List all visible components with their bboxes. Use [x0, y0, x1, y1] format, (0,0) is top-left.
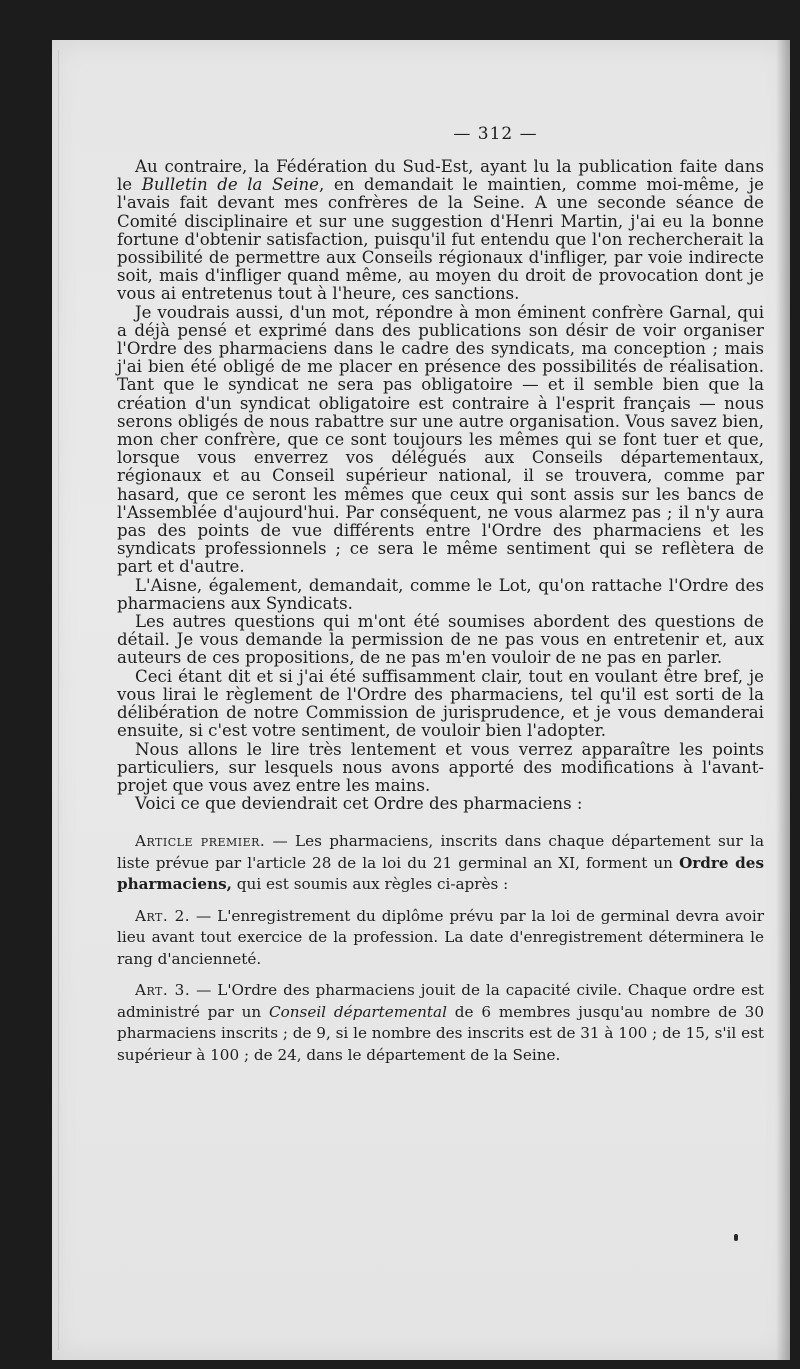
bulletin-title: Bulletin de la Seine — [141, 175, 319, 195]
paragraph-1 — [117, 158, 764, 304]
paragraph-6: Nous allons le lire très lentement et vous verrez apparaître les points particuliers, sur lesquels nous avons apporté des modifications à l'avant-projet que vous avez entre les mains. — [117, 739, 764, 795]
article-2 — [117, 906, 764, 971]
articles-section — [117, 831, 764, 1066]
article-1-bold-term: Ordre des pharmaciens, — [117, 853, 764, 894]
article-1 — [117, 831, 764, 896]
article-1-text-a: — Les pharmaciens, inscrits dans chaque département sur la liste prévue par l'article 28 de la loi du 21 germinal an XI, forment un — [117, 832, 764, 872]
ink-speck — [734, 1234, 738, 1241]
article-3-text-b: de 6 membres jusqu'au nombre de 30 pharmaciens inscrits ; de 9, si le nombre des inscrits est de 31 à 100 ; de 15, s'il est supérieur à 100 ; de 24, dans le département de la Seine. — [117, 1002, 764, 1064]
article-2-text: — L'enregistrement du diplôme prévu par la loi de germinal devra avoir lieu avant tout exercice de la profession. La date d'enregistrement déterminera le rang d'ancienneté. — [117, 906, 764, 968]
paragraph-3: L'Aisne, également, demandait, comme le Lot, qu'on rattache l'Ordre des pharmaciens aux Syndicats. — [117, 575, 764, 613]
article-3-italic-term: Conseil départemental — [269, 1002, 447, 1021]
paragraph-7: Voici ce que deviendrait cet Ordre des pharmaciens : — [135, 794, 583, 814]
page-fold-line — [58, 50, 59, 1350]
article-1-text-b: qui est soumis aux règles ci-après : — [231, 875, 509, 894]
page-edge-shadow — [776, 40, 790, 1360]
page-content — [117, 124, 764, 1076]
paragraph-1-text-b: , en demandait le maintien, comme moi-même, je l'avais fait devant mes confrères de la Seine. A une seconde séance de Comité disciplinaire et sur une suggestion d'Henri Martin, j'ai eu la bonne fortune d'obtenir satisfaction, puisqu'il fut entendu que l'on rechercherait la possibilité de permettre aux Conseils régionaux d'infliger, par voie indirecte soit, mais d'infliger quand même, au moyen du droit de provocation dont je vous ai entretenus tout à l'heure, ces sanctions. — [117, 175, 764, 304]
page-number: — 312 — — [453, 124, 538, 144]
paragraph-1-text-a: Au contraire, la Fédération du Sud-Est, ayant lu la publication faite dans le — [117, 157, 764, 195]
article-3-label: Art. 3. — [135, 981, 191, 1000]
paragraph-5: Ceci étant dit et si j'ai été suffisamment clair, tout en voulant être bref, je vous lirai le règlement de l'Ordre des pharmaciens, tel qu'il est sorti de la délibération de notre Commission de jurisprudence, et je vous demanderai ensuite, si c'est votre sentiment, de vouloir bien l'adopter. — [117, 666, 764, 741]
article-2-label: Art. 2. — [135, 906, 191, 925]
article-3-text-a: — L'Ordre des pharmaciens jouit de la capacité civile. Chaque ordre est administré par un — [117, 981, 764, 1021]
paragraph-4: Les autres questions qui m'ont été soumises abordent des questions de détail. Je vous demande la permission de ne pas vous en entretenir et, aux auteurs de ces propositions, de ne pas m'en vouloir de ne pas en parler. — [117, 612, 764, 668]
paragraph-2: Je voudrais aussi, d'un mot, répondre à mon éminent confrère Garnal, qui a déjà pensé et exprimé dans des publications son désir de voir organiser l'Ordre des pharmaciens dans le cadre des syndicats, ma conception ; mais j'ai bien été obligé de me placer en présence des possibilités de réalisation. Tant que le syndicat ne sera pas obligatoire — et il semble bien que la création d'un syndicat obligatoire est contraire à l'esprit français — nous serons obligés de nous rabattre sur une autre organisation. Vous savez bien, mon cher confrère, que ce sont toujours les mêmes qui se font tuer et que, lorsque vous enverrez vos délégués aux Conseils départementaux, régionaux et au Conseil supérieur national, il se trouvera, comme par hasard, que ce seront les mêmes que ceux qui sont assis sur les bancs de l'Assemblée d'aujourd'hui. Par conséquent, ne vous alarmez pas ; il n'y aura pas des points de vue différents entre l'Ordre des pharmaciens et les syndicats professionnels ; ce sera le même sentiment qui se reflètera de part et d'autre. — [117, 302, 764, 577]
article-1-label: Article premier. — [135, 832, 266, 851]
article-3 — [117, 980, 764, 1066]
